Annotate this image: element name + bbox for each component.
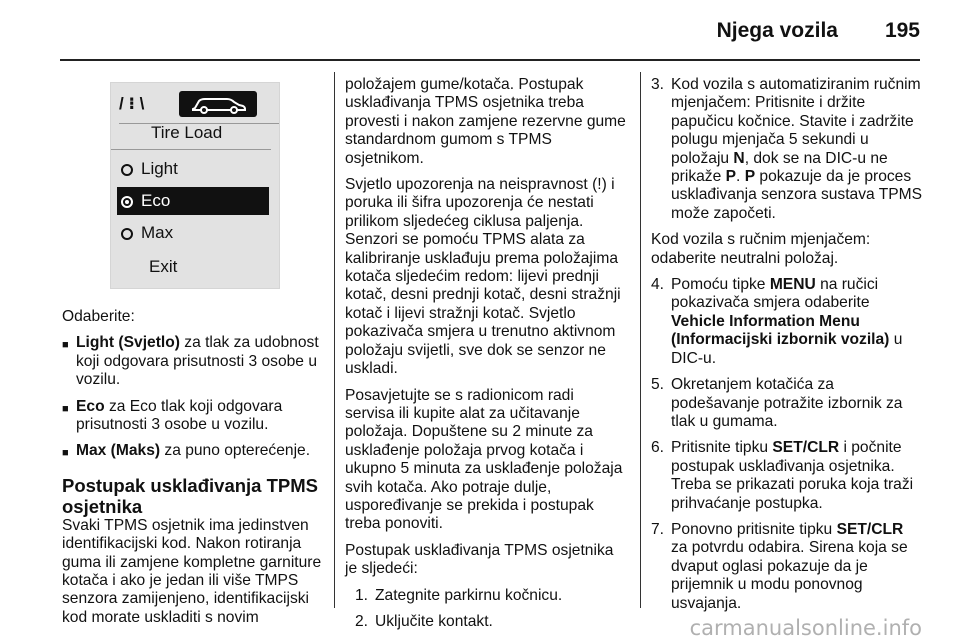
bullet-icon: ■: [62, 402, 69, 415]
paragraph: Kod vozila s ručnim mjenjačem: odaberite neutralni položaj.: [651, 231, 871, 267]
section-heading: Postupak usklađivanja TPMS osjetnika: [62, 474, 318, 517]
radio-selected-icon: [121, 196, 133, 208]
list-item: 1. Zategnite parkirnu kočnicu.: [355, 586, 563, 604]
list-item: 4. Pomoću tipke MENU na ručici pokazivača smjera odaberite Vehicle Information Menu (Informacijski izbornik vozila) u DIC-u.: [651, 276, 903, 367]
option-light: Light: [117, 155, 269, 183]
bullet-icon: ■: [62, 339, 69, 352]
column-1: [62, 308, 327, 635]
tpms-warning-icon: (!): [592, 176, 607, 194]
list-item: ■ Max (Maks) za puno opterećenje.: [62, 442, 327, 462]
list-item: ■ Eco za Eco tlak koji odgovara prisutnosti 3 osobe u vozilu.: [62, 397, 283, 434]
radio-icon: [121, 164, 133, 176]
display-top-bar: [119, 91, 269, 117]
paragraph: Svjetlo upozorenja na neispravnost (!) i poruka ili šifra upozorenja će nestati prilikom sljedećeg ciklusa paljenja. Senzori se pomoću TPMS alata za kalibriranje usklađuju prema položajima kotača sljedećim redom: lijevi prednji kotač, desni prednji kotač, desni stražnji kotač i lijevi stražnji kotač. Svjetlo pokazivača smjera u trenutno aktivnom položaju svijetli, sve dok se senzor ne uskladi.: [345, 176, 621, 378]
tpms-settings-icon: / ⁝ \: [119, 94, 145, 113]
bullet-icon: ■: [62, 447, 69, 460]
page-title: Njega vozila: [716, 19, 838, 42]
radio-icon: [121, 228, 133, 240]
car-icon: [179, 91, 257, 117]
page-header: [0, 0, 960, 60]
list-item: 3. Kod vozila s automatiziranim ručnim mjenjačem: Pritisnite i držite papučicu kočnice. Stavite i zadržite polugu mjenjača 5 sekundi u položaju N, dok se na DIC-u ne prikaže P. P pokazuje da je proces usklađivanja senzora sustava TPMS može započeti.: [651, 76, 923, 222]
header-rule: [60, 59, 920, 61]
list-item: 2. Uključite kontakt.: [355, 612, 493, 630]
watermark: carmanualsonline.info: [689, 616, 922, 640]
option-eco: Eco: [117, 187, 269, 215]
list-item: 6. Pritisnite tipku SET/CLR i počnite postupak usklađivanja osjetnika. Treba se prikazati poruka koja traži prihvaćanje postupka.: [651, 439, 914, 512]
paragraph: Svaki TPMS osjetnik ima jedinstven identifikacijski kod. Nakon rotiranja guma ili zamjene kompletne garniture kotača i ako je jedan ili više TMPS senzora zamijenjeno, identifikacijski kod morate uskladiti s novim: [62, 516, 322, 626]
list-item: 7. Ponovno pritisnite tipku SET/CLR za potvrdu odabira. Sirena koja se dvaput oglasi pokazuje da je prijemnik u modu ponovnog usvajanja.: [651, 520, 908, 612]
option-exit: Exit: [149, 257, 178, 276]
page-number: 195: [884, 19, 920, 42]
column-2: [345, 76, 627, 639]
paragraph: Posavjetujte se s radionicom radi servisa ili kupite alat za učitavanje položaja. Dopuštene su 2 minute za usklađenje položaja prvog kotača i ukupno 5 minuta za usklađenje položaja svih kotača. Ako potraje dulje, uspoređivanje se prekida i postupak treba ponoviti.: [345, 386, 623, 533]
intro-text: Odaberite:: [62, 308, 135, 325]
display-divider: [111, 149, 271, 150]
column-divider: [334, 72, 335, 608]
paragraph: položajem gume/kotača. Postupak usklađivanja TPMS osjetnika treba provesti i nakon zamjene rezervne gume standardnom gumom s TPMS osjetnikom.: [345, 76, 626, 167]
display-title: Tire Load: [151, 123, 223, 142]
tire-load-display: [110, 82, 280, 289]
column-3: [651, 76, 923, 621]
list-item: ■ Light (Svjetlo) za tlak za udobnost koji odgovara prisutnosti 3 osobe u vozilu.: [62, 334, 319, 389]
list-item: 5. Okretanjem kotačića za podešavanje potražite izbornik za tlak u gumama.: [651, 376, 903, 430]
option-max: Max: [117, 219, 269, 247]
column-divider: [640, 72, 641, 608]
paragraph: Postupak usklađivanja TPMS osjetnika je sljedeći:: [345, 541, 614, 578]
